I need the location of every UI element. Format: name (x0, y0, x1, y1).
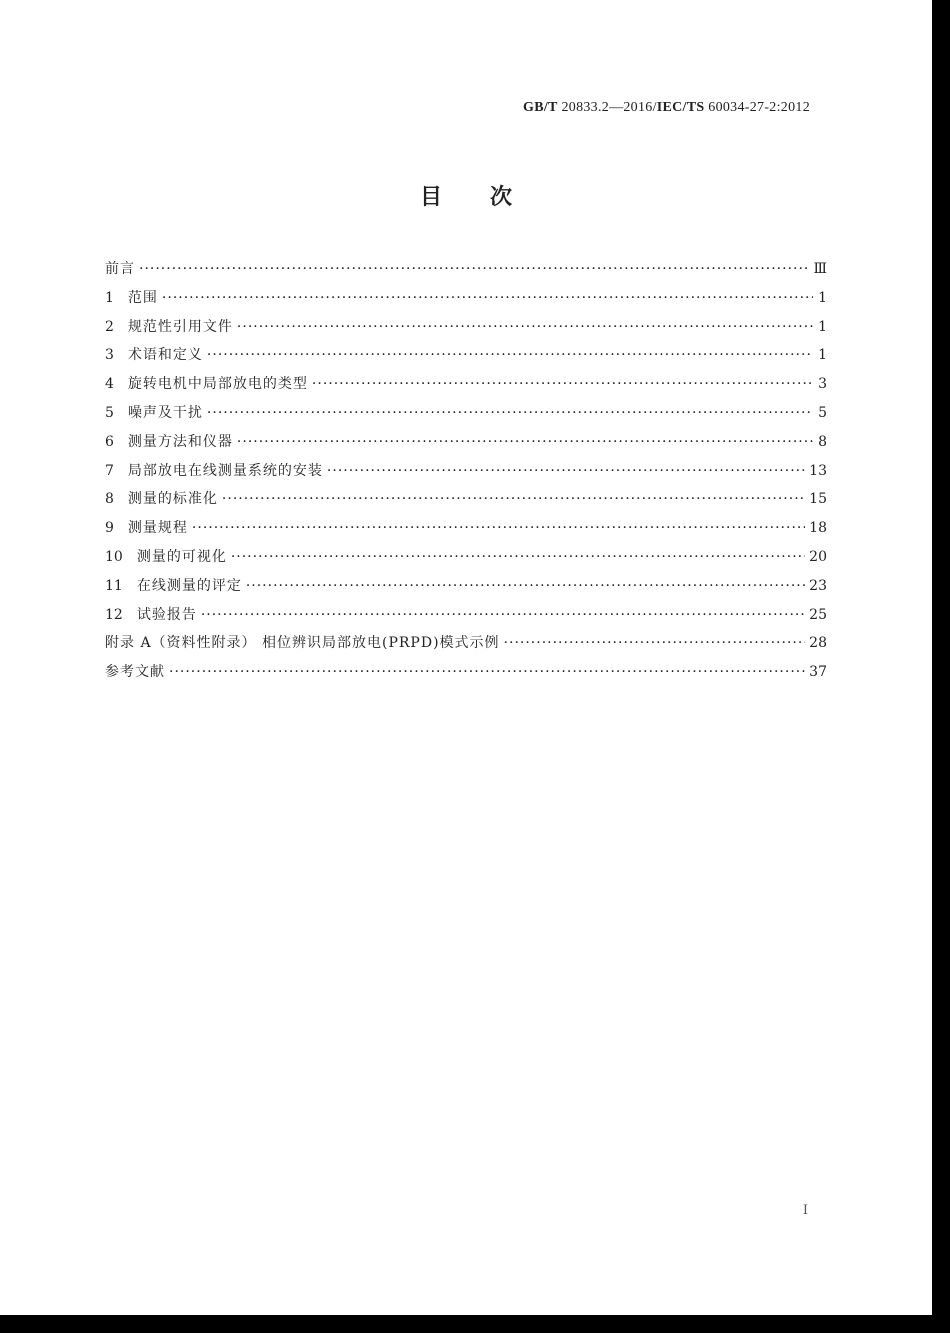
toc-leader-dots (192, 514, 805, 543)
standard-code-prefix: GB/T (523, 100, 558, 115)
toc-page: Ⅲ (813, 261, 827, 277)
toc-number: 9 (105, 520, 114, 537)
toc-leader-dots (162, 284, 813, 313)
toc-leader-dots (139, 255, 809, 284)
toc-label: 测量方法和仪器 (127, 433, 233, 450)
toc-page: 1 (818, 347, 827, 364)
toc-page: 8 (818, 433, 827, 450)
iec-code-number: 60034-27-2:2012 (704, 100, 810, 115)
toc-leader-dots (201, 601, 805, 630)
toc-entry[interactable] (105, 313, 827, 342)
toc-number: 7 (105, 462, 114, 479)
toc-label: 在线测量的评定 (136, 577, 242, 594)
toc-leader-dots (312, 370, 813, 399)
toc-number: 12 (105, 606, 123, 623)
toc-entry[interactable] (105, 485, 827, 514)
toc-label: 参考文献 (105, 664, 165, 681)
toc-number: 3 (105, 347, 114, 364)
toc-label: 范围 (127, 289, 158, 306)
toc-label: 测量规程 (127, 520, 188, 537)
toc-page: 15 (809, 491, 827, 508)
toc-number: 5 (105, 404, 114, 421)
page-number: I (802, 1203, 808, 1218)
toc-label: 噪声及干扰 (127, 404, 203, 421)
toc-entry[interactable] (105, 572, 827, 601)
toc-label: 规范性引用文件 (127, 318, 233, 335)
toc-label: 附录 A（资料性附录） 相位辨识局部放电(PRPD)模式示例 (105, 635, 500, 652)
page-title: 目次 (419, 184, 560, 210)
standard-code-number: 20833.2—2016/ (557, 100, 657, 115)
toc-entry[interactable] (105, 457, 827, 486)
toc-label: 术语和定义 (127, 347, 203, 364)
toc-leader-dots (207, 399, 813, 428)
toc-entry[interactable] (105, 629, 827, 658)
toc-number: 1 (105, 289, 114, 306)
toc-entry[interactable] (105, 601, 827, 630)
toc-page: 23 (809, 577, 827, 594)
toc-page: 5 (818, 404, 827, 421)
toc-entry[interactable] (105, 658, 827, 687)
table-of-contents (105, 255, 827, 687)
toc-page: 37 (809, 664, 827, 681)
toc-leader-dots (246, 572, 805, 601)
toc-leader-dots (169, 658, 805, 687)
toc-leader-dots (327, 457, 805, 486)
toc-page: 25 (809, 606, 827, 623)
toc-page: 18 (809, 520, 827, 537)
toc-entry[interactable] (105, 255, 827, 284)
toc-label: 测量的标准化 (127, 491, 218, 508)
toc-page: 1 (818, 289, 827, 306)
toc-label: 旋转电机中局部放电的类型 (127, 376, 308, 393)
toc-number: 4 (105, 376, 114, 393)
iec-code-prefix: IEC/TS (656, 100, 705, 115)
toc-label: 局部放电在线测量系统的安装 (127, 462, 323, 479)
standard-code-header (523, 100, 810, 116)
toc-label: 试验报告 (136, 606, 197, 623)
toc-page: 13 (809, 462, 827, 479)
toc-number: 8 (105, 491, 114, 508)
toc-number: 2 (105, 318, 114, 335)
toc-number: 6 (105, 433, 114, 450)
toc-entry[interactable] (105, 514, 827, 543)
toc-entry[interactable] (105, 341, 827, 370)
toc-label: 前言 (105, 261, 135, 277)
toc-leader-dots (237, 428, 813, 457)
toc-page: 3 (818, 376, 827, 393)
toc-entry[interactable] (105, 543, 827, 572)
toc-page: 1 (818, 318, 827, 335)
toc-entry[interactable] (105, 428, 827, 457)
toc-leader-dots (237, 313, 813, 342)
toc-leader-dots (207, 341, 813, 370)
toc-leader-dots (231, 543, 805, 572)
toc-leader-dots (504, 629, 806, 658)
toc-page: 20 (809, 548, 827, 565)
toc-number: 10 (105, 548, 123, 565)
toc-entry[interactable] (105, 370, 827, 399)
toc-entry[interactable] (105, 284, 827, 313)
toc-label: 测量的可视化 (136, 548, 227, 565)
toc-entry[interactable] (105, 399, 827, 428)
toc-number: 11 (105, 577, 123, 594)
toc-leader-dots (222, 485, 805, 514)
toc-page: 28 (809, 635, 827, 652)
